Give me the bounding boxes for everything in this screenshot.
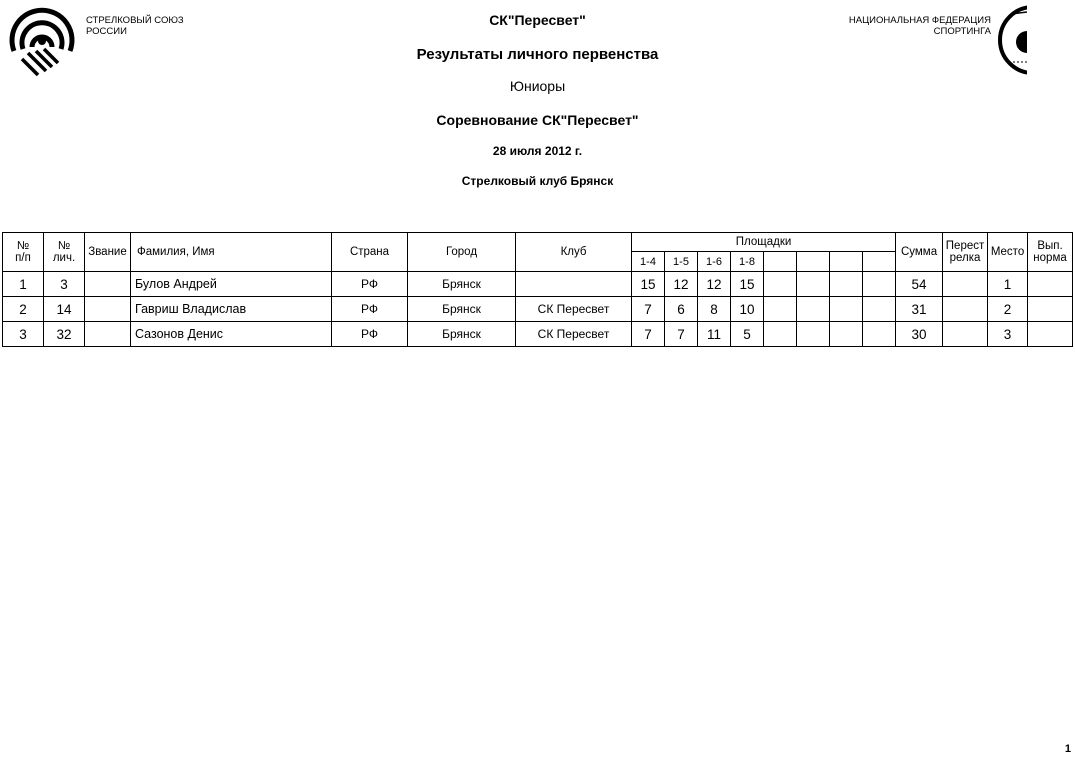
cell-total: 30 (896, 322, 943, 347)
cell-rank (85, 272, 131, 297)
header-rank: Звание (85, 233, 131, 272)
org-left-line1: СТРЕЛКОВЫЙ СОЮЗ (86, 15, 184, 26)
cell-station-2: 7 (665, 322, 698, 347)
cell-total: 31 (896, 297, 943, 322)
cell-rank (85, 322, 131, 347)
competition-venue: Стрелковый клуб Брянск (461, 174, 614, 188)
cell-city: Брянск (408, 272, 516, 297)
cell-station-empty (797, 272, 830, 297)
cell-station-1: 15 (632, 272, 665, 297)
cell-name: Сазонов Денис (131, 322, 332, 347)
cell-place: 2 (988, 297, 1028, 322)
cell-station-empty (863, 272, 896, 297)
cell-country: РФ (332, 297, 408, 322)
cell-station-3: 8 (698, 297, 731, 322)
cell-norm (1028, 272, 1073, 297)
cell-station-1: 7 (632, 322, 665, 347)
header-city: Город (408, 233, 516, 272)
cell-lic: 14 (44, 297, 85, 322)
table-row (3, 322, 1073, 347)
cell-num: 1 (3, 272, 44, 297)
category-label: Юниоры (509, 78, 566, 94)
cell-station-4: 5 (731, 322, 764, 347)
cell-station-4: 15 (731, 272, 764, 297)
cell-club: СК Пересвет (516, 322, 632, 347)
club-title: СК"Пересвет" (489, 12, 586, 28)
header-station-3: 1-6 (698, 252, 731, 272)
header-num-line2: п/п (15, 252, 31, 264)
cell-rank (85, 297, 131, 322)
cell-station-empty (830, 297, 863, 322)
cell-station-4: 10 (731, 297, 764, 322)
header-place: Место (988, 233, 1028, 272)
cell-shootoff (943, 322, 988, 347)
cell-station-3: 11 (698, 322, 731, 347)
cell-shootoff (943, 297, 988, 322)
cell-lic: 32 (44, 322, 85, 347)
cell-place: 3 (988, 322, 1028, 347)
org-right-line1: НАЦИОНАЛЬНАЯ ФЕДЕРАЦИЯ (848, 15, 991, 26)
org-left-line2: РОССИИ (86, 26, 127, 37)
page-number: 1 (1064, 743, 1071, 755)
cell-city: Брянск (408, 297, 516, 322)
header-station-empty (764, 252, 797, 272)
cell-station-empty (830, 322, 863, 347)
competition-title: Соревнование СК"Пересвет" (436, 112, 639, 128)
cell-place: 1 (988, 272, 1028, 297)
cell-club (516, 272, 632, 297)
cell-norm (1028, 322, 1073, 347)
cell-station-empty (863, 322, 896, 347)
competition-date: 28 июля 2012 г. (492, 144, 583, 158)
cell-station-empty (863, 297, 896, 322)
header-stations: Площадки (632, 233, 896, 252)
cell-station-empty (797, 297, 830, 322)
cell-station-empty (797, 322, 830, 347)
cell-name: Булов Андрей (131, 272, 332, 297)
header-norm-line1: Вып. (1037, 240, 1063, 252)
report-title: Результаты личного первенства (416, 46, 659, 63)
cell-lic: 3 (44, 272, 85, 297)
cell-country: РФ (332, 322, 408, 347)
header-num-line1: № (16, 240, 30, 252)
header-station-2: 1-5 (665, 252, 698, 272)
cell-city: Брянск (408, 322, 516, 347)
cell-station-empty (764, 322, 797, 347)
header-station-1: 1-4 (632, 252, 665, 272)
header-norm-line2: норма (1033, 252, 1067, 264)
header-total: Сумма (896, 233, 943, 272)
header-shootoff-line2: релка (949, 252, 981, 264)
header-station-empty (863, 252, 896, 272)
header-lic (44, 233, 85, 272)
header-station-4: 1-8 (731, 252, 764, 272)
cell-station-empty (764, 272, 797, 297)
cell-country: РФ (332, 272, 408, 297)
header-norm (1028, 233, 1073, 272)
cell-norm (1028, 297, 1073, 322)
table-row (3, 272, 1073, 297)
header-station-empty (797, 252, 830, 272)
header-lic-line1: № (57, 240, 71, 252)
org-right-line2: СПОРТИНГА (933, 26, 991, 37)
cell-num: 3 (3, 322, 44, 347)
cell-station-empty (830, 272, 863, 297)
header-shootoff (943, 233, 988, 272)
header-num (3, 233, 44, 272)
cell-name: Гавриш Владислав (131, 297, 332, 322)
cell-shootoff (943, 272, 988, 297)
header-shootoff-line1: Перест (945, 240, 985, 252)
cell-station-2: 6 (665, 297, 698, 322)
cell-station-3: 12 (698, 272, 731, 297)
header-club: Клуб (516, 233, 632, 272)
results-table (2, 232, 1073, 347)
table-row (3, 297, 1073, 322)
cell-club: СК Пересвет (516, 297, 632, 322)
cell-station-1: 7 (632, 297, 665, 322)
cell-station-2: 12 (665, 272, 698, 297)
header-country: Страна (332, 233, 408, 272)
header-name: Фамилия, Имя (131, 233, 332, 272)
header-lic-line2: лич. (52, 252, 76, 264)
cell-station-empty (764, 297, 797, 322)
cell-num: 2 (3, 297, 44, 322)
cell-total: 54 (896, 272, 943, 297)
header-station-empty (830, 252, 863, 272)
